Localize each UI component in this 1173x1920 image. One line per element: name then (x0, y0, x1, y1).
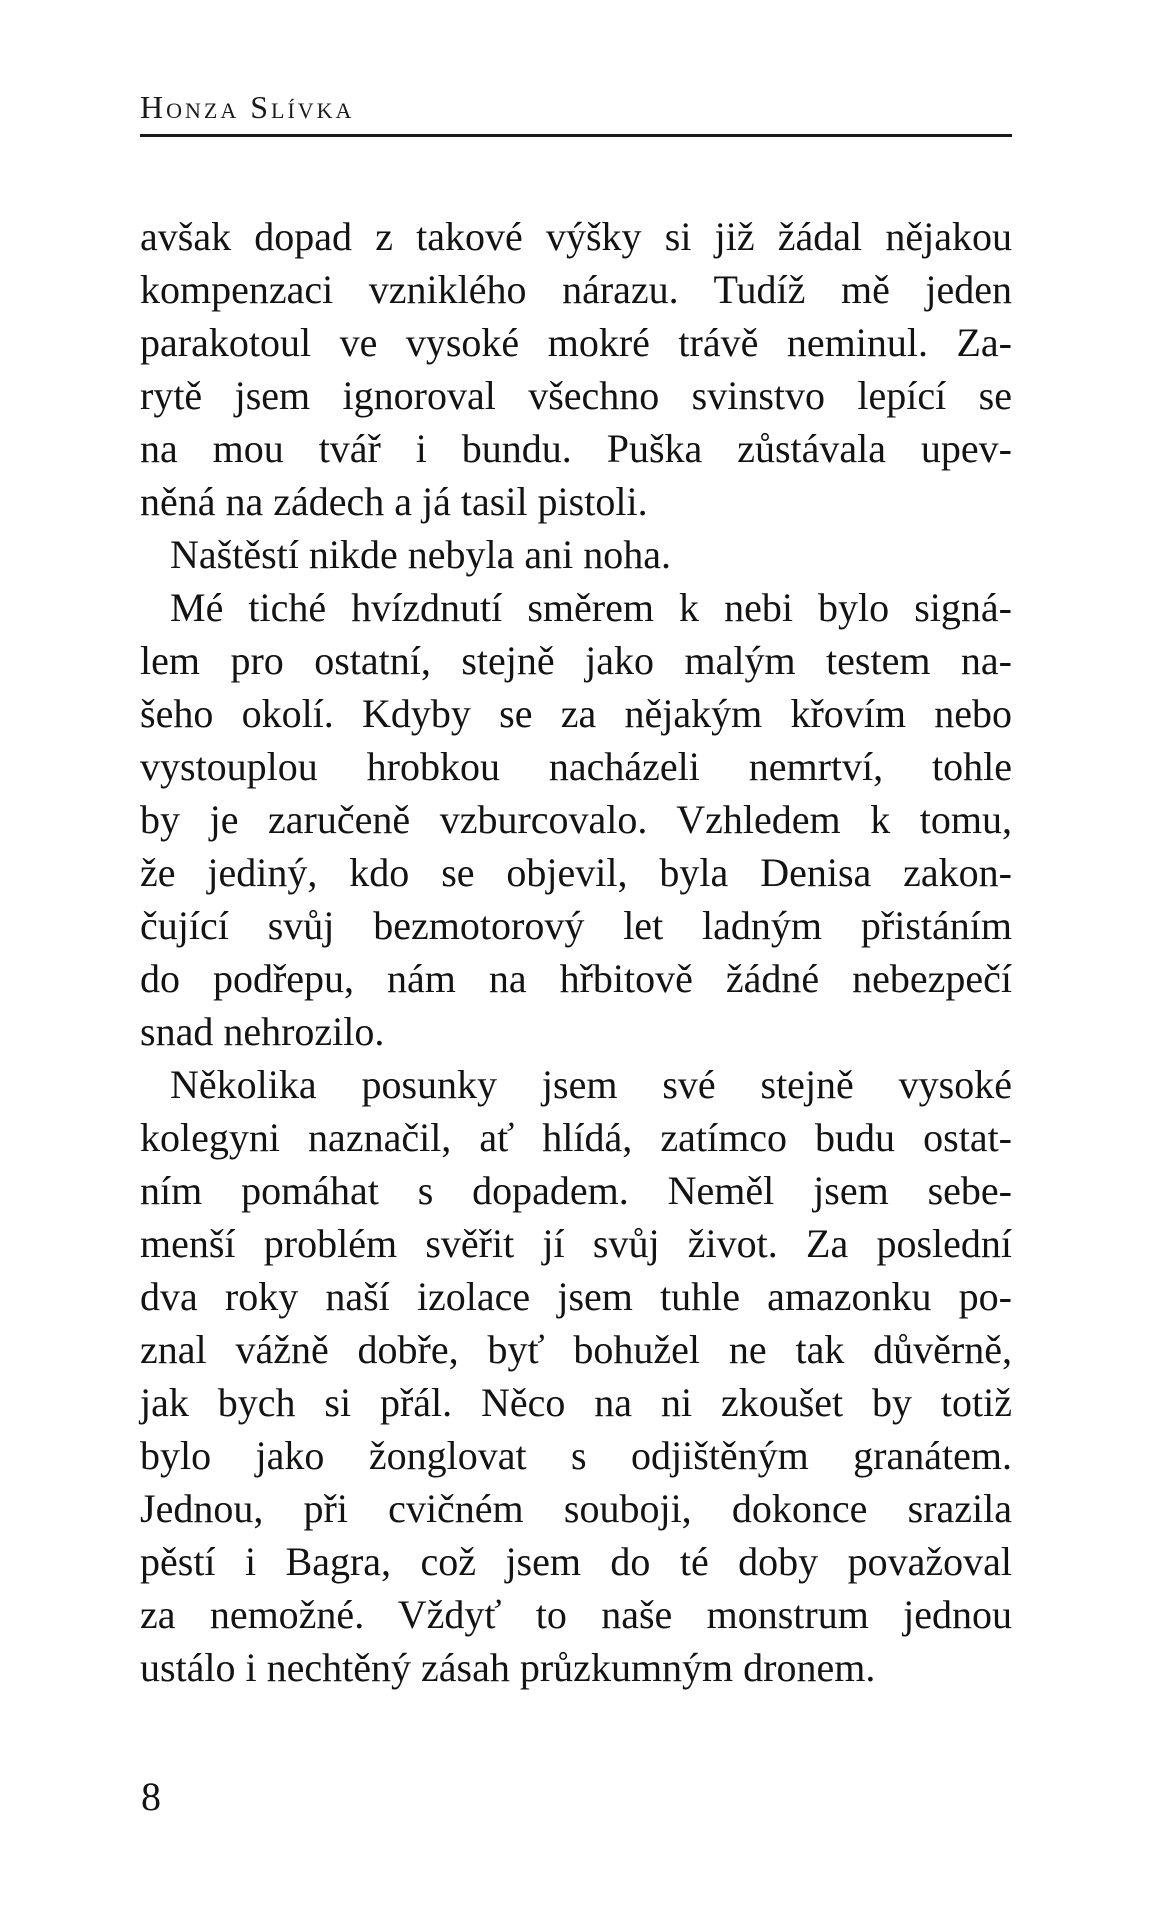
text-line: dva roky naší izolace jsem tuhle amazonku po- (140, 1274, 1012, 1319)
text-line: kompenzaci vzniklého nárazu. Tudíž mě jeden (140, 267, 1012, 312)
text-line: parakotoul ve vysoké mokré trávě neminul. Za- (140, 320, 1012, 365)
text-line: bylo jako žonglovat s odjištěným granátem. (140, 1433, 1012, 1478)
text-line: avšak dopad z takové výšky si již žádal nějakou (140, 214, 1012, 259)
text-line: ustálo i nechtěný zásah průzkumným dronem. (140, 1645, 876, 1690)
text-line: za nemožné. Vždyť to naše monstrum jednou (140, 1592, 1012, 1637)
text-line: ním pomáhat s dopadem. Neměl jsem sebe- (140, 1168, 1012, 1213)
body-text (140, 210, 1012, 1694)
text-line: Několika posunky jsem své stejně vysoké (170, 1062, 1012, 1107)
text-line: na mou tvář i bundu. Puška zůstávala upev- (140, 426, 1012, 471)
header-divider-rule (140, 134, 1012, 137)
text-line: Mé tiché hvízdnutí směrem k nebi bylo signá- (170, 585, 1012, 630)
text-line: do podřepu, nám na hřbitově žádné nebezpečí (140, 956, 1012, 1001)
text-line: by je zaručeně vzburcovalo. Vzhledem k tomu, (140, 797, 1012, 842)
running-header-author: Honza Slívka (140, 89, 355, 125)
text-line: snad nehrozilo. (140, 1009, 385, 1054)
text-line: šeho okolí. Kdyby se za nějakým křovím nebo (140, 691, 1012, 736)
text-line: menší problém svěřit jí svůj život. Za poslední (140, 1221, 1012, 1266)
text-line: znal vážně dobře, byť bohužel ne tak důvěrně, (140, 1327, 1012, 1372)
text-line: jak bych si přál. Něco na ni zkoušet by totiž (140, 1380, 1012, 1425)
page-number: 8 (141, 1774, 161, 1819)
text-line: rytě jsem ignoroval všechno svinstvo lepící se (140, 373, 1012, 418)
text-line: lem pro ostatní, stejně jako malým testem na- (140, 638, 1012, 683)
text-line: něná na zádech a já tasil pistoli. (140, 479, 648, 524)
text-line: pěstí i Bagra, což jsem do té doby považoval (140, 1539, 1012, 1584)
text-line: čující svůj bezmotorový let ladným přistáním (140, 903, 1012, 948)
text-line: kolegyni naznačil, ať hlídá, zatímco budu ostat- (140, 1115, 1012, 1160)
text-line: Naštěstí nikde nebyla ani noha. (170, 532, 671, 577)
text-line: že jediný, kdo se objevil, byla Denisa zakon- (140, 850, 1012, 895)
text-line: Jednou, při cvičném souboji, dokonce srazila (140, 1486, 1012, 1531)
text-line: vystouplou hrobkou nacházeli nemrtví, tohle (140, 744, 1012, 789)
